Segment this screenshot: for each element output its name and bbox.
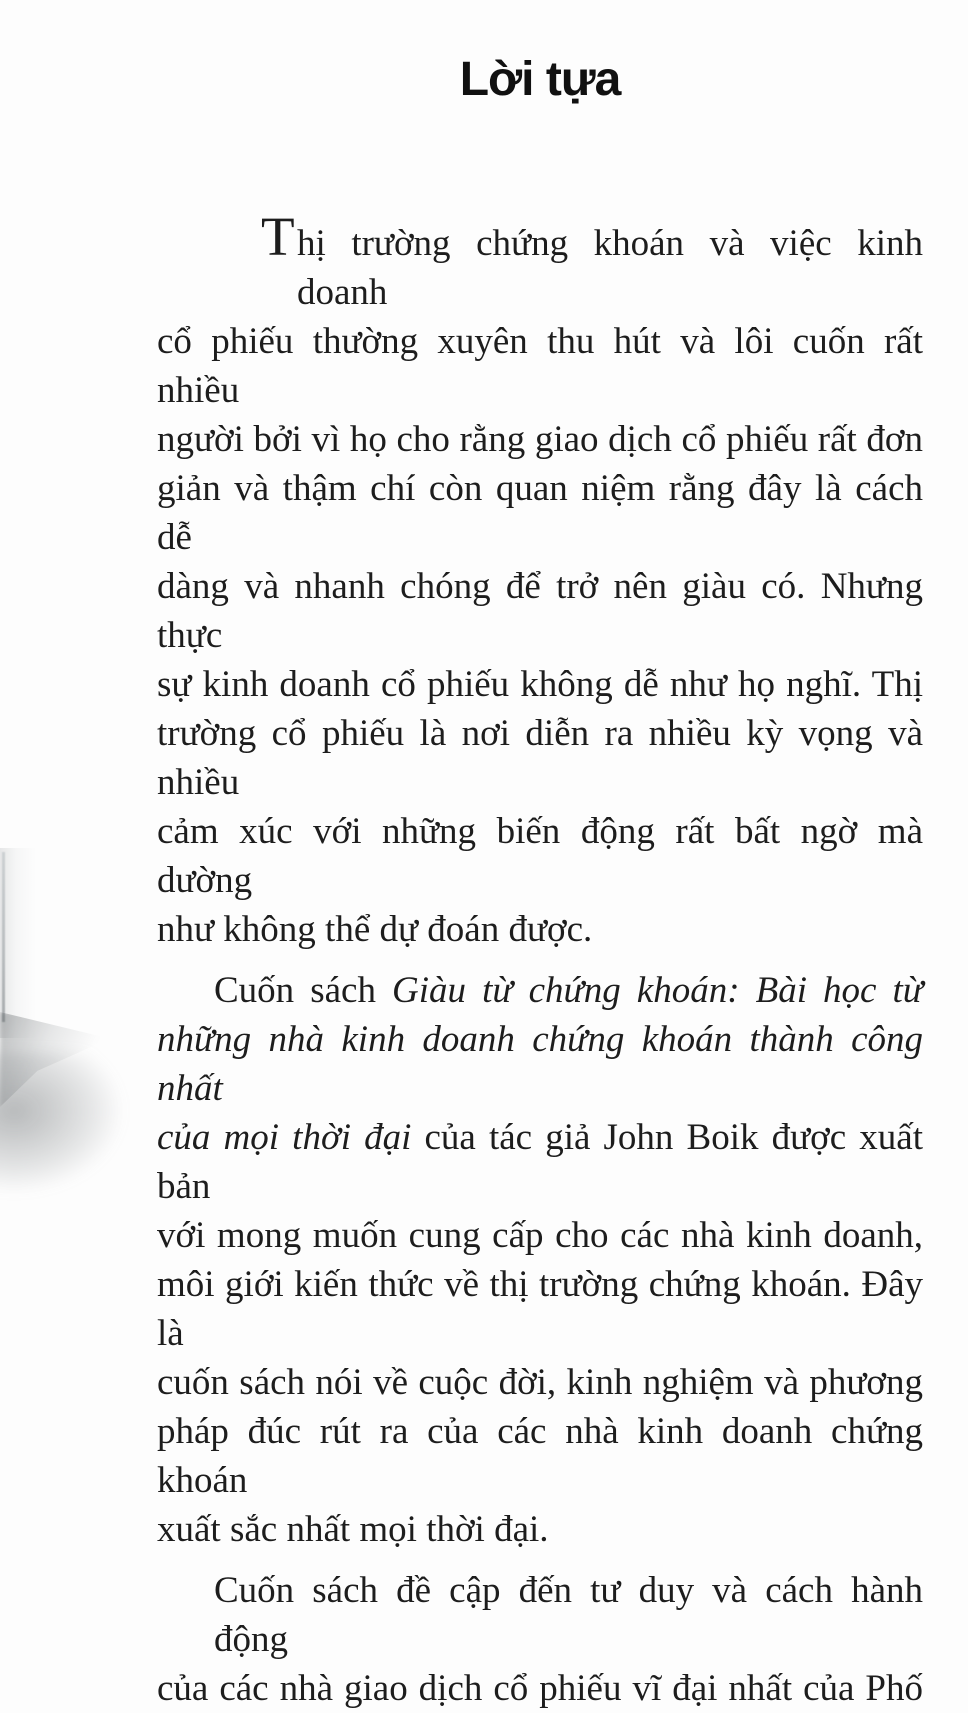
text-line	[157, 1566, 923, 1664]
text-line	[157, 1211, 923, 1260]
text-segment: dàng và nhanh chóng để trở nên giàu có. Nhưng thực	[157, 566, 923, 656]
text-line	[157, 1358, 923, 1407]
italic-text-segment: của mọi thời đại	[157, 1117, 412, 1158]
text-segment: cuốn sách nói về cuộc đời, kinh nghiệm và phương	[157, 1362, 923, 1403]
text-segment: người bởi vì họ cho rằng giao dịch cổ phiếu rất đơn	[157, 419, 923, 460]
text-line	[157, 1505, 923, 1554]
text-segment: cổ phiếu thường xuyên thu hút và lôi cuốn rất nhiều	[157, 321, 923, 411]
page-edge-shadow	[0, 848, 36, 1038]
italic-text-segment: những nhà kinh doanh chứng khoán thành công nhất	[157, 1019, 923, 1109]
text-line	[157, 206, 923, 317]
text-segment: hị trường chứng khoán và việc kinh doanh	[297, 223, 923, 313]
text-segment: môi giới kiến thức về thị trường chứng khoán. Đây là	[157, 1264, 923, 1354]
text-line	[157, 1664, 923, 1713]
text-line	[157, 905, 923, 954]
text-line	[157, 1260, 923, 1358]
text-line	[157, 966, 923, 1015]
text-segment: Cuốn sách đề cập đến tư duy và cách hành động	[214, 1570, 923, 1660]
paragraph	[157, 206, 923, 954]
page-title: Lời tựa	[459, 53, 621, 107]
text-segment: của tác giả John Boik được xuất bản	[157, 1117, 923, 1207]
text-segment: cảm xúc với những biến động rất bất ngờ mà dường	[157, 811, 923, 901]
text-line	[157, 317, 923, 415]
text-line	[157, 562, 923, 660]
text-segment: sự kinh doanh cổ phiếu không dễ như họ nghĩ. Thị	[157, 664, 923, 705]
text-line	[157, 807, 923, 905]
text-segment: trường cổ phiếu là nơi diễn ra nhiều kỳ vọng và nhiều	[157, 713, 923, 803]
text-line	[157, 464, 923, 562]
text-segment: như không thể dự đoán được.	[157, 909, 593, 950]
text-segment: xuất sắc nhất mọi thời đại.	[157, 1509, 549, 1550]
paragraph	[157, 1566, 923, 1713]
text-line	[157, 1113, 923, 1211]
text-line	[157, 709, 923, 807]
page-edge-line	[2, 852, 5, 1022]
text-segment: pháp đúc rút ra của các nhà kinh doanh chứng khoán	[157, 1411, 923, 1501]
text-segment: của các nhà giao dịch cổ phiếu vĩ đại nhất của Phố	[157, 1668, 923, 1709]
text-line	[157, 415, 923, 464]
text-segment: giản và thậm chí còn quan niệm rằng đây là cách dễ	[157, 468, 923, 558]
drop-cap: T	[261, 206, 295, 267]
text-line	[157, 1015, 923, 1113]
page-curl-shadow	[0, 1052, 122, 1192]
body-text	[157, 206, 923, 1713]
text-line	[157, 660, 923, 709]
text-segment: với mong muốn cung cấp cho các nhà kinh doanh,	[157, 1215, 923, 1256]
paragraph	[157, 966, 923, 1554]
italic-text-segment: Giàu từ chứng khoán: Bài học từ	[392, 970, 923, 1011]
text-line	[157, 1407, 923, 1505]
text-segment: Cuốn sách	[214, 970, 393, 1011]
